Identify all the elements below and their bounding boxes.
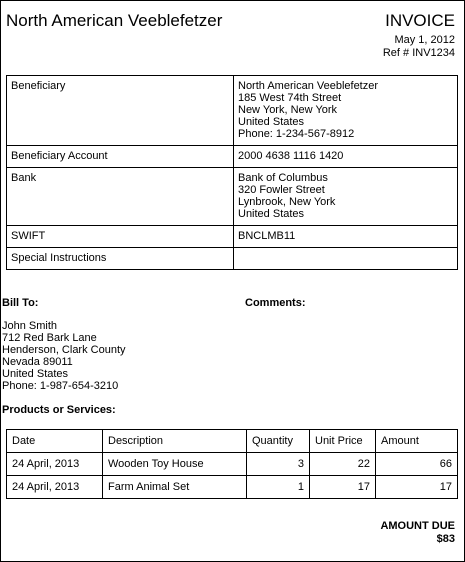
column-header-date: Date	[7, 430, 103, 453]
bank-row-special-instructions	[7, 248, 458, 270]
column-header-amount: Amount	[376, 430, 458, 453]
bill-to-address: John Smith 712 Red Bark Lane Henderson, Clark County Nevada 89011 United States Phone: 1-987-654-3210	[2, 320, 126, 392]
bank-row-beneficiary	[7, 76, 458, 146]
bank-row-account	[7, 146, 458, 168]
bank-label: Beneficiary Account	[7, 146, 234, 168]
cell-amount: 66	[376, 453, 458, 476]
table-header-row	[7, 430, 458, 453]
bank-value	[234, 248, 458, 270]
bank-row-swift	[7, 226, 458, 248]
column-header-unit-price: Unit Price	[310, 430, 376, 453]
products-heading: Products or Services:	[2, 404, 116, 416]
cell-date: 24 April, 2013	[7, 476, 103, 499]
bank-label: Special Instructions	[7, 248, 234, 270]
bank-label: SWIFT	[7, 226, 234, 248]
table-row	[7, 453, 458, 476]
cell-unit-price: 22	[310, 453, 376, 476]
cell-description: Wooden Toy House	[103, 453, 247, 476]
column-header-quantity: Quantity	[247, 430, 310, 453]
bank-label: Beneficiary	[7, 76, 234, 146]
invoice-date: May 1, 2012	[394, 34, 455, 46]
amount-due-label: AMOUNT DUE	[380, 520, 455, 532]
company-name: North American Veeblefetzer	[6, 11, 223, 30]
bill-to-heading: Bill To:	[2, 297, 39, 309]
invoice-title: INVOICE	[385, 11, 455, 30]
bank-value: 2000 4638 1116 1420	[234, 146, 458, 168]
cell-unit-price: 17	[310, 476, 376, 499]
cell-quantity: 1	[247, 476, 310, 499]
bank-details-table	[6, 75, 458, 270]
bank-value: North American Veeblefetzer 185 West 74th Street New York, New York United States Phone: 1-234-567-8912	[234, 76, 458, 146]
bank-label: Bank	[7, 168, 234, 226]
amount-due-value: $83	[436, 533, 455, 545]
cell-date: 24 April, 2013	[7, 453, 103, 476]
cell-description: Farm Animal Set	[103, 476, 247, 499]
column-header-description: Description	[103, 430, 247, 453]
bank-value: Bank of Columbus 320 Fowler Street Lynbrook, New York United States	[234, 168, 458, 226]
comments-heading: Comments:	[245, 297, 306, 309]
cell-amount: 17	[376, 476, 458, 499]
bank-row-bank	[7, 168, 458, 226]
products-table	[6, 429, 458, 499]
invoice-ref: Ref # INV1234	[382, 47, 455, 59]
bank-value: BNCLMB11	[234, 226, 458, 248]
cell-quantity: 3	[247, 453, 310, 476]
table-row	[7, 476, 458, 499]
